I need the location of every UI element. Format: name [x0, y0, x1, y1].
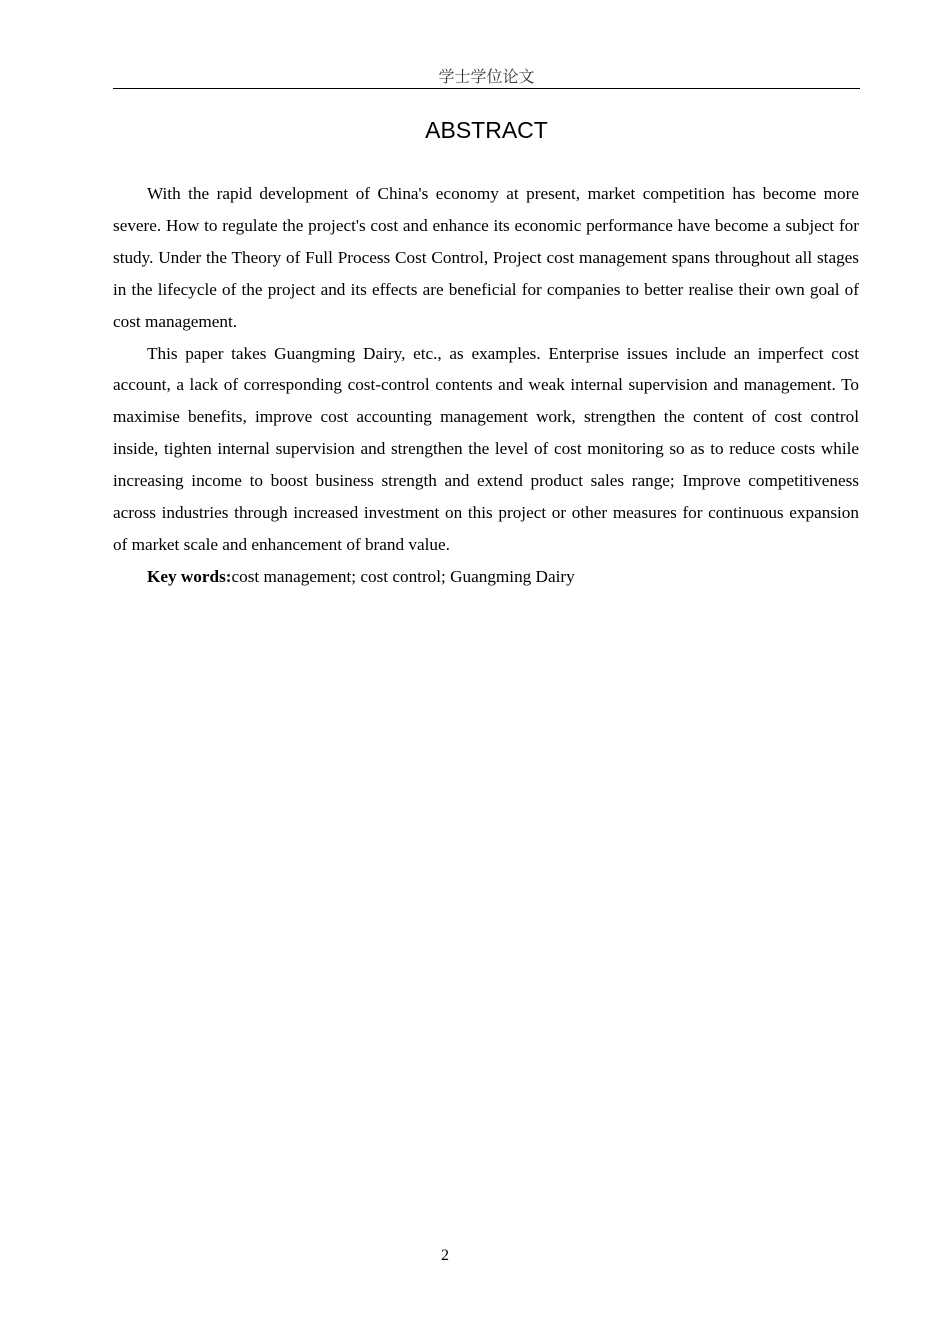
keywords-line [113, 561, 859, 593]
abstract-paragraph-2: This paper takes Guangming Dairy, etc., as examples. Enterprise issues include an imperfect cost account, a lack of corresponding cost-control contents and weak internal supervision and management. To maximise benefits, improve cost accounting management work, strengthen the content of cost control inside, tighten internal supervision and strengthen the level of cost monitoring so as to reduce costs while increasing income to boost business strength and extend product sales range; Improve competitiveness across industries through increased investment on this project or other measures for continuous expansion of market scale and enhancement of brand value. [113, 343, 859, 554]
abstract-paragraph-1: With the rapid development of China's economy at present, market competition has become more severe. How to regulate the project's cost and enhance its economic performance have become a subject for study. Under the Theory of Full Process Cost Control, Project cost management spans throughout all stages in the lifecycle of the project and its effects are beneficial for companies to better realise their own goal of cost management. [113, 184, 859, 331]
abstract-title: ABSTRACT [425, 117, 548, 143]
keywords-text: cost management; cost control; Guangming Dairy [231, 566, 575, 586]
running-header: 学士学位论文 [113, 68, 860, 89]
keywords-label: Key words: [147, 566, 232, 586]
abstract-body [113, 178, 859, 593]
page-number: 2 [441, 1247, 449, 1264]
